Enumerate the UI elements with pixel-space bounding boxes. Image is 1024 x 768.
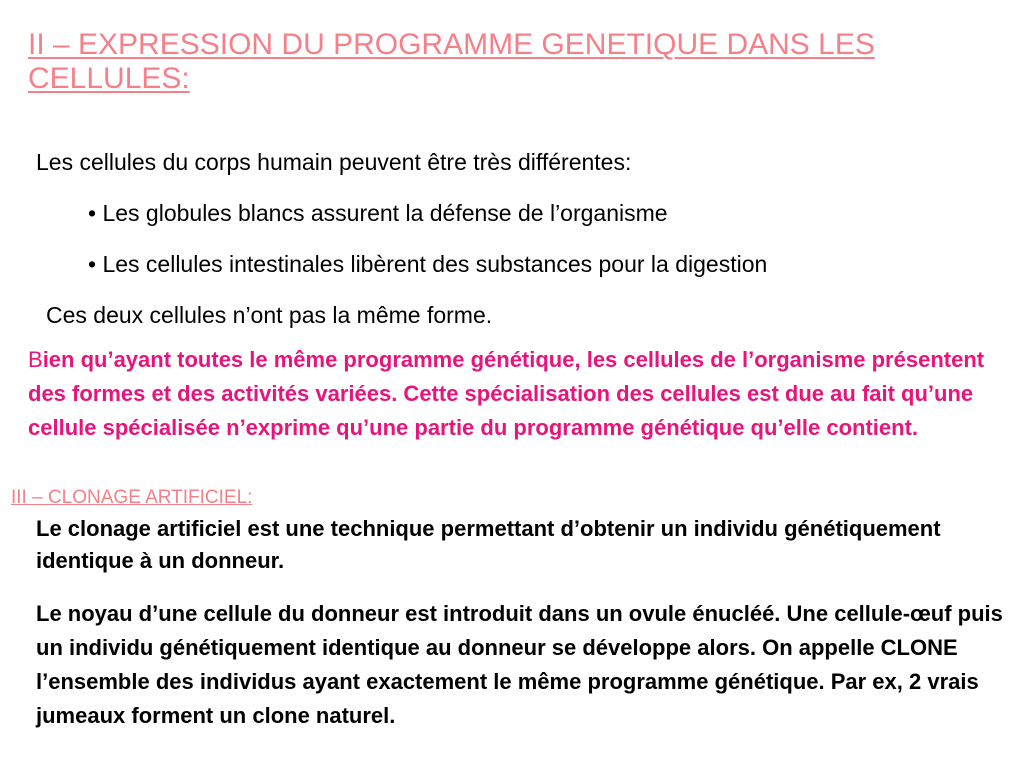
bullet-white-blood-cells: • Les globules blancs assurent la défense de l’organisme xyxy=(88,200,668,226)
conclusion-text: ien qu’ayant toutes le même programme génétique, les cellules de l’organisme présentent des formes et des activités variées. Cette spécialisation des cellules est due au fait qu’une cellule spécialisée n’exprime qu’une partie du programme génétique qu’elle contient. xyxy=(28,347,985,440)
section-2-title: II – EXPRESSION DU PROGRAMME GENETIQUE DANS LES CELLULES: xyxy=(28,28,875,95)
conclusion-first-letter: B xyxy=(28,347,43,372)
shape-sentence: Ces deux cellules n’ont pas la même forme. xyxy=(46,302,493,328)
intro-sentence: Les cellules du corps humain peuvent être très différentes: xyxy=(36,149,632,175)
cloning-process-paragraph: Le noyau d’une cellule du donneur est introduit dans un ovule énucléé. Une cellule-œuf puis un individu génétiquement identique au donneur se développe alors. On appelle CLONE l’ensemble des individus ayant exactement le même programme génétique. Par ex, 2 vrais jumeaux forment un clone naturel. xyxy=(36,601,1003,728)
section-3-title: III – CLONAGE ARTIFICIEL: xyxy=(11,487,253,508)
conclusion-paragraph xyxy=(28,343,988,445)
bullet-intestinal-cells: • Les cellules intestinales libèrent des substances pour la digestion xyxy=(88,251,768,277)
cloning-definition-paragraph: Le clonage artificiel est une technique permettant d’obtenir un individu génétiquement identique à un donneur. xyxy=(36,516,941,573)
